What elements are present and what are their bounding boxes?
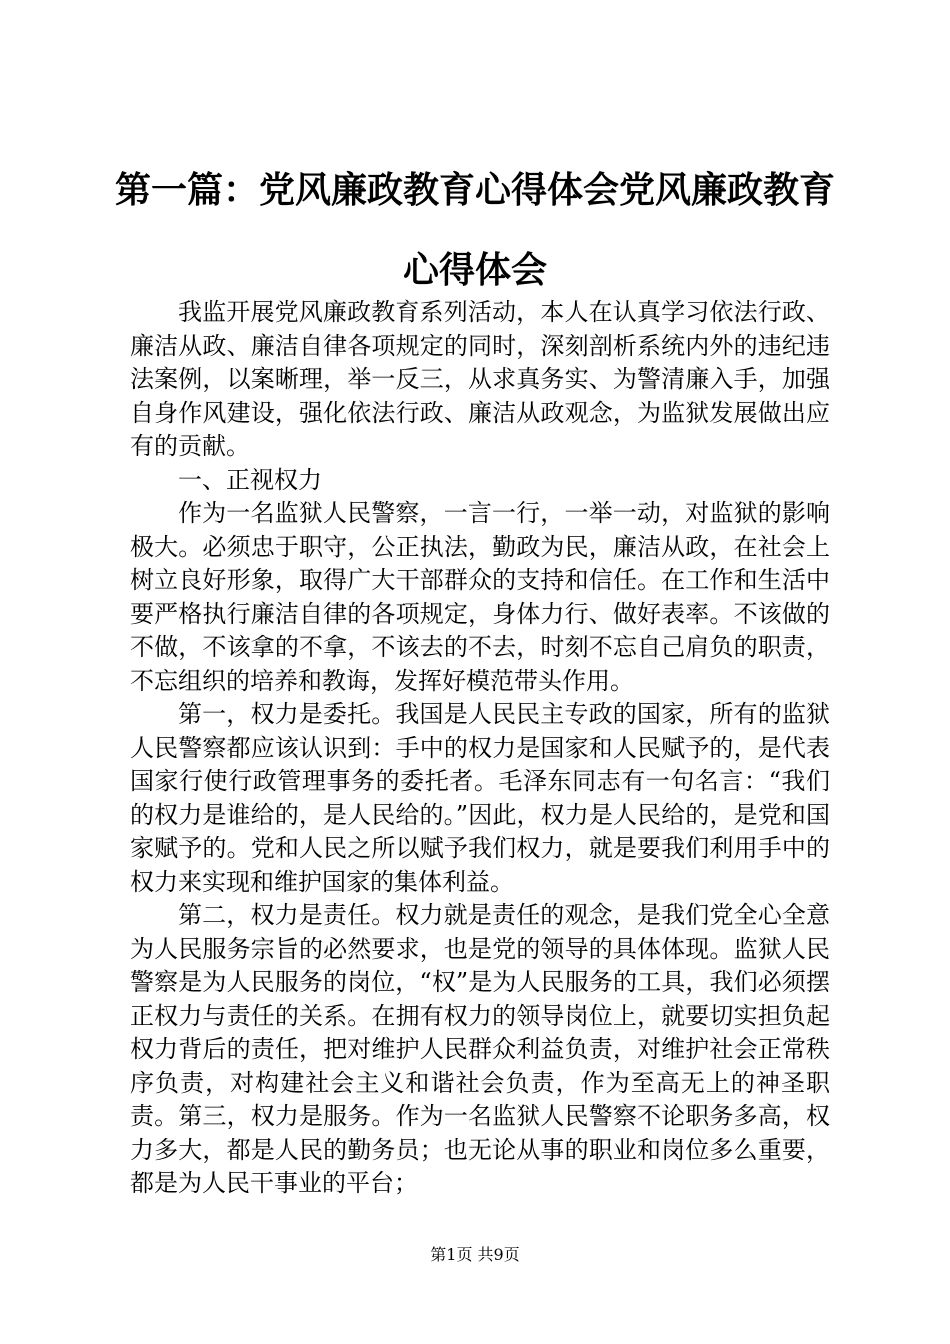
paragraph-police-duty: 作为一名监狱人民警察，一言一行，一举一动，对监狱的影响极大。必须忠于职守，公正执法，勤政为民，廉洁从政，在社会上树立良好形象，取得广大干部群众的支持和信任。在工作和生活中要严格执行廉洁自律的各项规定，身体力行、做好表率。不该做的不做，不该拿的不拿，不该去的不去，时刻不忘自己肩负的职责，不忘组织的培养和教诲，发挥好模范带头作用。 [130,499,830,695]
document-body [130,296,830,1201]
document-title-line-1: 第一篇：党风廉政教育心得体会党风廉政教育 [114,169,835,211]
page-footer: 第1页 共9页 [430,1245,520,1264]
paragraph-intro: 我监开展党风廉政教育系列活动，本人在认真学习依法行政、廉洁从政、廉洁自律各项规定的同时，深刻剖析系统内外的违纪违法案例，以案晰理，举一反三，从求真务实、为警清廉入手，加强自身作风建设，强化依法行政、廉洁从政观念，为监狱发展做出应有的贡献。 [130,298,830,460]
document-title-line-2: 心得体会 [402,249,547,291]
section-heading: 一、正视权力 [178,465,322,494]
paragraph-power-responsibility: 第二，权力是责任。权力就是责任的观念，是我们党全心全意为人民服务宗旨的必然要求，也是党的领导的具体体现。监狱人民警察是为人民服务的岗位，“权”是为人民服务的工具，我们必须摆正权力与责任的关系。在拥有权力的领导岗位上，就要切实担负起权力背后的责任，把对维护人民群众利益负责，对维护社会正常秩序负责，对构建社会主义和谐社会负责，作为至高无上的神圣职责。第三，权力是服务。作为一名监狱人民警察不论职务多高，权力多大，都是人民的勤务员；也无论从事的职业和岗位多么重要，都是为人民干事业的平台； [130,901,830,1197]
paragraph-power-entrusted: 第一，权力是委托。我国是人民民主专政的国家，所有的监狱人民警察都应该认识到：手中的权力是国家和人民赋予的，是代表国家行使行政管理事务的委托者。毛泽东同志有一句名言：“我们的权力是谁给的，是人民给的。”因此，权力是人民给的，是党和国家赋予的。党和人民之所以赋予我们权力，就是要我们利用手中的权力来实现和维护国家的集体利益。 [130,700,830,896]
